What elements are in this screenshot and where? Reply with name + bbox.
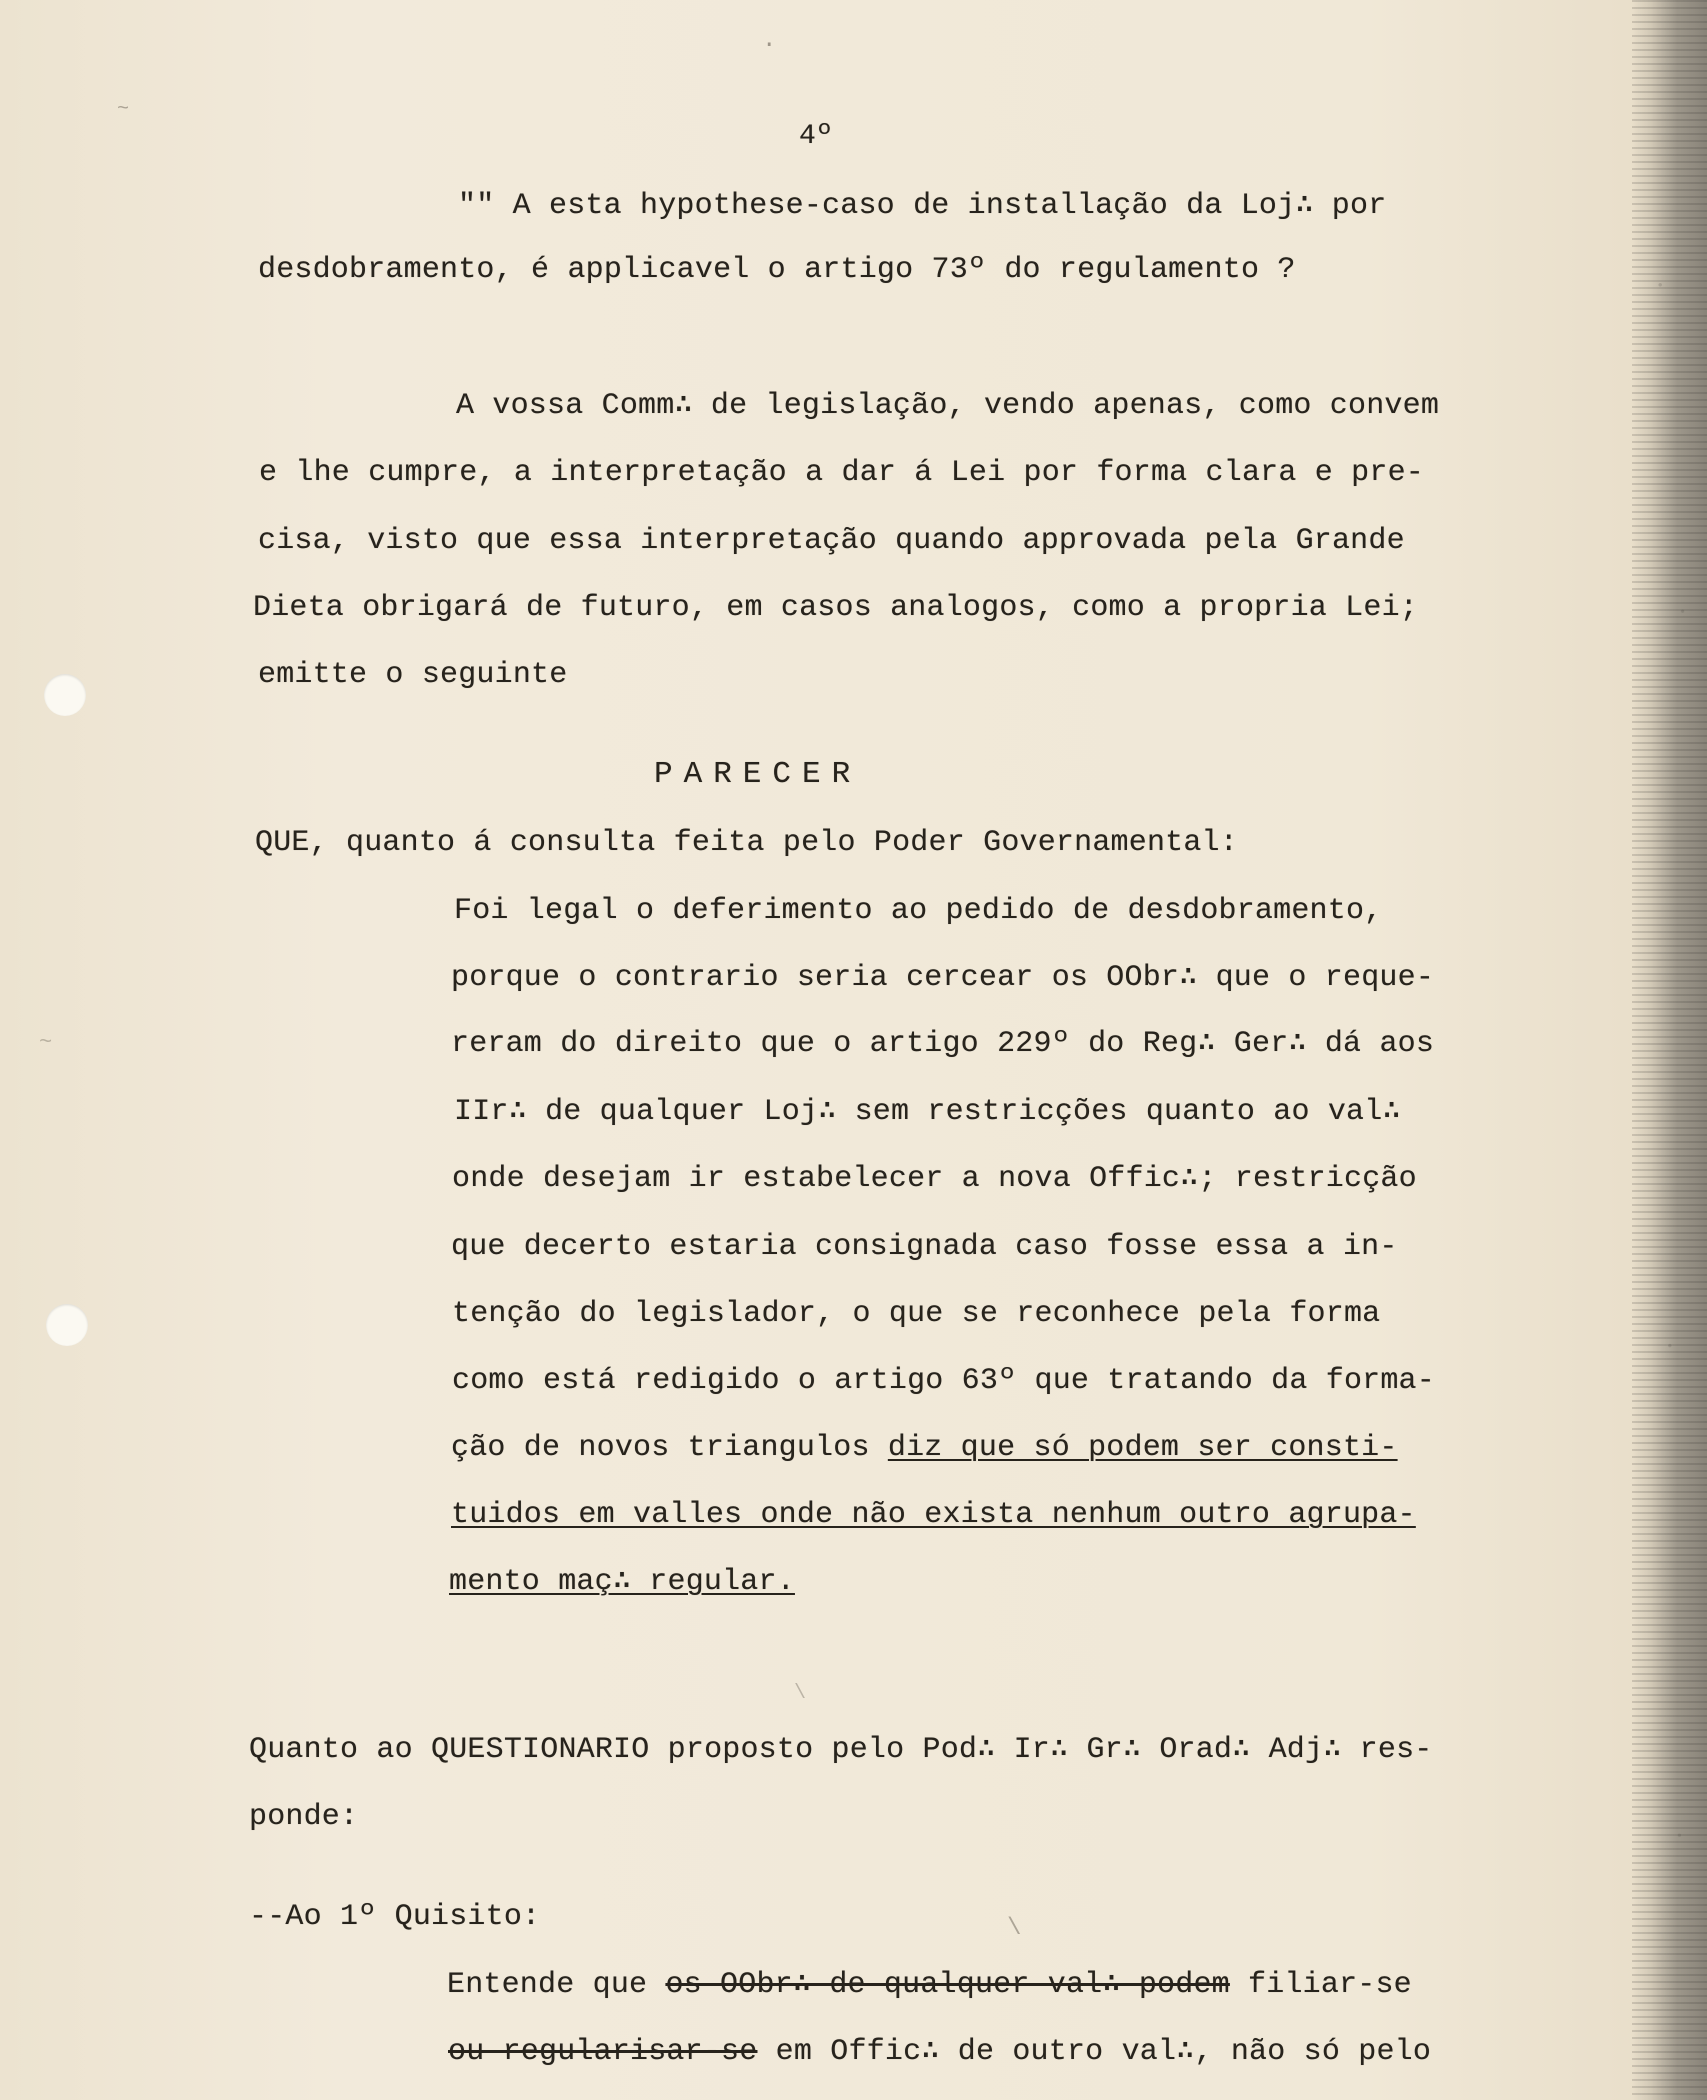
committee-line-3: cisa, visto que essa interpretação quando approvada pela Grande — [258, 524, 1405, 558]
committee-line-4: Dieta obrigará de futuro, em casos analogos, como a propria Lei; — [253, 591, 1418, 625]
questionnaire-line-1: Quanto ao QUESTIONARIO proposto pelo Pod∴ Ir∴ Gr∴ Orad∴ Adj∴ res- — [249, 1733, 1433, 1767]
first-answer-line-2 — [448, 2033, 1431, 2071]
scan-mark: \ — [1007, 1915, 1022, 1942]
opinion-line-6: que decerto estaria consignada caso fosse essa a in- — [451, 1230, 1398, 1264]
opinion-line-9-plain: ção de novos triangulos — [451, 1431, 888, 1465]
opinion-line-11-underlined: mento maç∴ regular. — [449, 1565, 795, 1599]
scan-mark: ~ — [117, 98, 130, 121]
opinion-line-1: Foi legal o deferimento ao pedido de desdobramento, — [454, 894, 1383, 928]
opinion-line-3: reram do direito que o artigo 229º do Reg∴ Ger∴ dá aos — [451, 1027, 1435, 1061]
opinion-line-8: como está redigido o artigo 63º que tratando da forma- — [452, 1364, 1435, 1398]
opinion-line-7: tenção do legislador, o que se reconhece pela forma — [452, 1297, 1381, 1331]
opinion-lead-line: QUE, quanto á consulta feita pelo Poder Governamental: — [255, 826, 1238, 860]
page-number: 4º — [799, 121, 834, 152]
scan-mark: \ — [794, 1682, 807, 1705]
opinion-line-9-underlined: diz que só podem ser consti- — [887, 1431, 1398, 1465]
opinion-line-10-underlined: tuidos em valles onde não exista nenhum outro agrupa- — [451, 1498, 1416, 1532]
scan-mark: ~ — [39, 1030, 53, 1055]
committee-line-2: e lhe cumpre, a interpretação a dar á Lei por forma clara e pre- — [259, 456, 1424, 490]
punch-hole — [46, 1304, 88, 1346]
opinion-line-9 — [451, 1429, 1398, 1467]
first-answer-line-2-struck: ou regularisar-se — [448, 2035, 758, 2069]
intro-line-1: "" A esta hypothese-caso de installação da Loj∴ por — [458, 189, 1387, 223]
first-answer-line-1 — [447, 1966, 1412, 2004]
opinion-line-5: onde desejam ir estabelecer a nova Offic∴; restricção — [452, 1162, 1417, 1196]
first-question-heading: --Ao 1º Quisito: — [249, 1900, 541, 1934]
first-answer-line-1-tail: filiar-se — [1229, 1968, 1412, 2002]
punch-hole — [44, 674, 86, 716]
scan-mark: · — [762, 32, 777, 59]
committee-line-1: A vossa Comm∴ de legislação, vendo apenas, como convem — [456, 389, 1440, 423]
committee-line-5: emitte o seguinte — [258, 658, 568, 692]
first-answer-line-2-tail: em Offic∴ de outro val∴, não só pelo — [757, 2035, 1432, 2069]
questionnaire-line-2: ponde: — [249, 1800, 359, 1834]
first-answer-line-1-lead: Entende que — [447, 1968, 666, 2002]
parecer-title: PARECER — [654, 757, 862, 792]
opinion-line-4: IIr∴ de qualquer Loj∴ sem restricções quanto ao val∴ — [454, 1095, 1401, 1129]
first-answer-line-1-struck: os OObr∴ de qualquer val∴ podem — [665, 1968, 1230, 2002]
intro-line-2: desdobramento, é applicavel o artigo 73º do regulamento ? — [258, 253, 1296, 287]
opinion-line-2: porque o contrario seria cercear os OObr∴ que o reque- — [451, 961, 1435, 995]
page-edge-noise — [1657, 40, 1689, 2080]
